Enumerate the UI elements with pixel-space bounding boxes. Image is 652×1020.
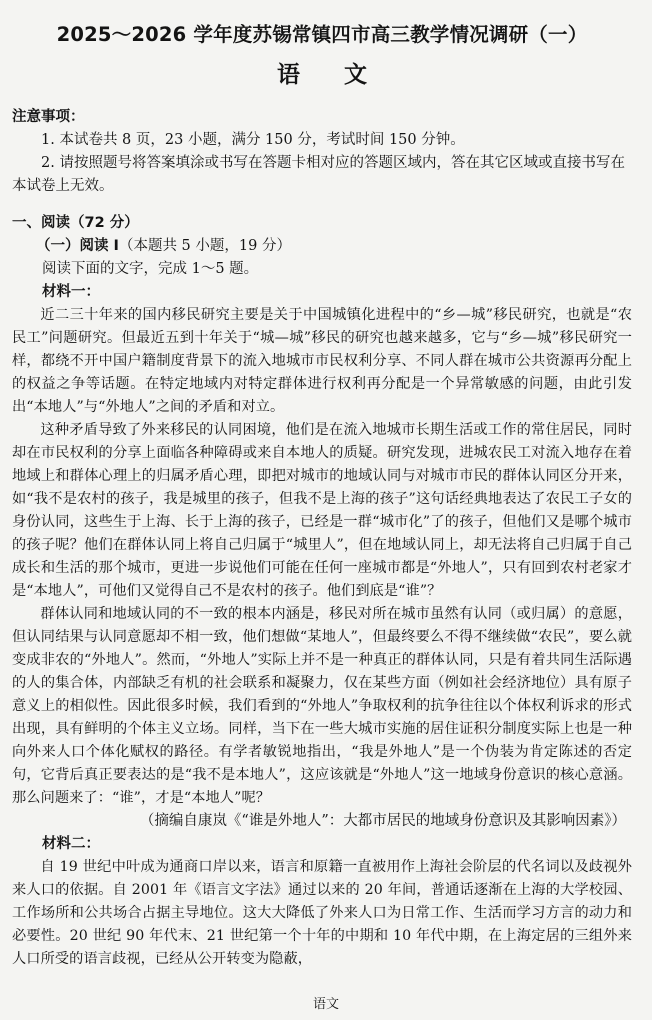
- subsection-note: （本题共 5 小题，19 分）: [118, 238, 291, 254]
- page-footer: 语文: [312, 997, 339, 1012]
- notice-heading: 注意事项：: [12, 109, 85, 125]
- notice-item: 2. 请按照题号将答案填涂或书写在答题卡相对应的答题区域内，答在其它区域或直接书写在本试卷上无效。: [12, 155, 625, 194]
- subject-title: 语 文: [276, 62, 385, 88]
- exam-title: 2025～2026 学年度苏锡常镇四市高三教学情况调研（一）: [56, 23, 588, 46]
- spacer: [12, 198, 632, 212]
- material-1-paragraph: 群体认同和地域认同的不一致的根本内涵是，移民对所在城市虽然有认同（或归属）的意愿，但认同结果与认同意愿却不相一致，他们想做“某地人”，但最终要么不得不继续做“农民”，要么就变成非农的“外地人”。然而，“外地人”实际上并不是一种真正的群体认同，只是有着共同生活际遇的人的集合体，内部缺乏有机的社会联系和凝聚力，仅在某些方面（例如社会经济地位）具有原子意义上的相似性。因此很多时候，我们看到的“外地人”争取权利的抗争往往以个体权利诉求的形式出现，具有鲜明的个体主义立场。同样，当下在一些大城市实施的居住证积分制度实际上也是一种向外来人口个体化赋权的路径。有学者敏锐地指出，“我是外地人”是一个伪装为肯定陈述的否定句，它背后真正要表达的是“我不是本地人”，这应该就是“外地人”这一地域身份意识的核心意涵。那么问题来了：“谁”，才是“本地人”呢？: [12, 606, 632, 806]
- notice-item: 1. 本试卷共 8 页，23 小题，满分 150 分，考试时间 150 分钟。: [41, 132, 465, 148]
- section-title: 一、阅读（72 分）: [12, 215, 139, 231]
- subsection-label: （一）阅读 I: [36, 238, 119, 254]
- material-1-source: （摘编自康岚《“谁是外地人”：大都市居民的地域身份意识及其影响因素》）: [139, 813, 626, 829]
- reading-instruction: 阅读下面的文字，完成 1～5 题。: [42, 261, 259, 277]
- material-1-label: 材料一：: [42, 284, 100, 300]
- material-1-paragraph: 这种矛盾导致了外来移民的认同困境，他们是在流入地城市长期生活或工作的常住居民，同时却在市民权利的分享上面临各种障碍或来自本地人的质疑。研究发现，进城农民工对流入地存在着地域上和群体心理上的归属矛盾心理，即把对城市的地域认同与对城市市民的群体认同区分开来，如“我不是农村的孩子，我是城里的孩子，但我不是上海的孩子”这句话经典地表达了农民工子女的身份认同，这些生于上海、长于上海的孩子，已经是一群“城市化”了的孩子，但他们又是哪个城市的孩子呢？他们在群体认同上将自己归属于“城里人”，但在地域认同上，却无法将自己归属于自己成长和生活的那个城市，更进一步说他们可能在任何一座城市都是“外地人”，只有回到农村老家才是“本地人”，可他们又觉得自己不是农村的孩子。他们到底是“谁”？: [12, 422, 632, 599]
- material-1-paragraph: 近二三十年来的国内移民研究主要是关于中国城镇化进程中的“乡—城”移民研究，也就是“农民工”问题研究。但最近五到十年关于“城—城”移民的研究也越来越多，它与“乡—城”移民研究一样，都绕不开中国户籍制度背景下的流入地城市市民权利分享、不同人群在城市公共资源再分配上的权益之争等话题。在特定地域内对特定群体进行权利再分配是一个异常敏感的问题，由此引发出“本地人”与“外地人”之间的矛盾和对立。: [12, 307, 632, 415]
- subsection-title: [12, 235, 632, 258]
- material-2-label: 材料二：: [42, 836, 100, 852]
- material-2-paragraph: 自 19 世纪中叶成为通商口岸以来，语言和原籍一直被用作上海社会阶层的代名词以及歧视外来人口的依据。自 2001 年《语言文字法》通过以来的 20 年间，普通话逐渐在上海的大学校园、工作场所和公共场合占据主导地位。这大大降低了外来人口为日常工作、生活而学习方言的动力和必要性。20 世纪 90 年代末、21 世纪第一个十年的中期和 10 年代中期，在上海定居的三组外来人口所受的语言歧视，已经从公开转变为隐蔽，: [12, 859, 632, 967]
